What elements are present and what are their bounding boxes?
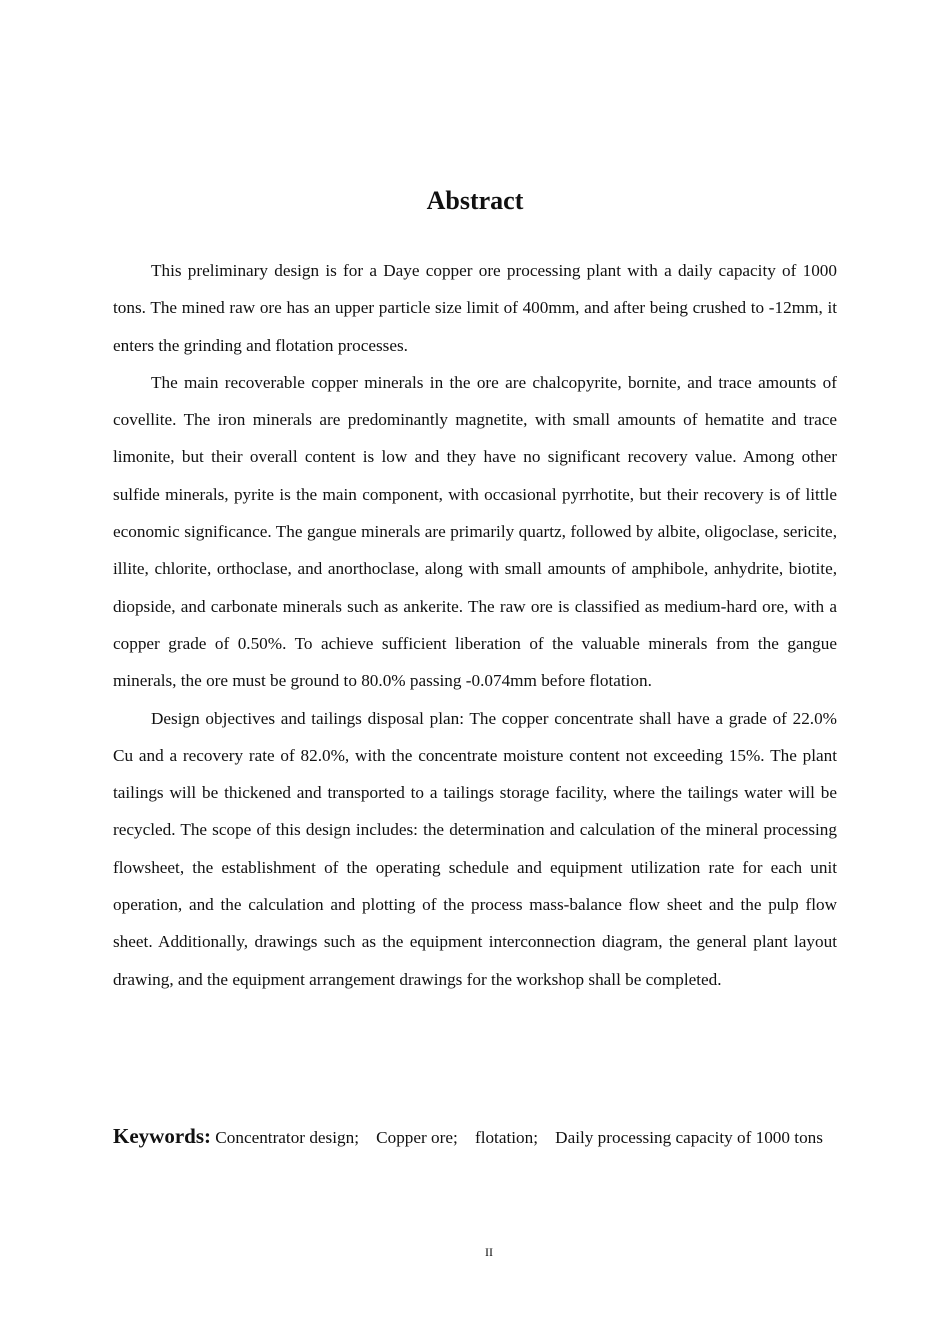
keyword-item: Concentrator design;: [215, 1128, 359, 1147]
keyword-item: flotation;: [474, 1128, 538, 1147]
keywords-section: [113, 1118, 837, 1156]
keyword-item: Daily processing capacity of 1000 tons: [555, 1128, 823, 1147]
abstract-paragraph-1: This preliminary design is for a Daye copper ore processing plant with a daily capacity of 1000 tons. The mined raw ore has an upper particle size limit of 400mm, and after being crushed to -12mm, it enters the grinding and flotation processes.: [113, 261, 837, 355]
abstract-body: [113, 252, 837, 998]
abstract-paragraph-2: The main recoverable copper minerals in the ore are chalcopyrite, bornite, and trace amounts of covellite. The iron minerals are predominantly magnetite, with small amounts of hematite and trace limonite, but their overall content is low and they have no significant recovery value. Among other sulfide minerals, pyrite is the main component, with occasional pyrrhotite, but their recovery is of little economic significance. The gangue minerals are primarily quartz, followed by albite, oligoclase, sericite, illite, chlorite, orthoclase, and anorthoclase, along with small amounts of amphibole, anhydrite, biotite, diopside, and carbonate minerals such as ankerite. The raw ore is classified as medium-hard ore, with a copper grade of 0.50%. To achieve sufficient liberation of the valuable minerals from the gangue minerals, the ore must be ground to 80.0% passing -0.074mm before flotation.: [113, 372, 837, 691]
abstract-paragraph-3: Design objectives and tailings disposal plan: The copper concentrate shall have a grade of 22.0% Cu and a recovery rate of 82.0%, with the concentrate moisture content not exceeding 15%. The plant tailings will be thickened and transported to a tailings storage facility, where the tailings water will be recycled. The scope of this design includes: the determination and calculation of the mineral processing flowsheet, the establishment of the operating schedule and equipment utilization rate for each unit operation, and the calculation and plotting of the process mass-balance flow sheet and the pulp flow sheet. Additionally, drawings such as the equipment interconnection diagram, the general plant layout drawing, and the equipment arrangement drawings for the workshop shall be completed.: [113, 708, 837, 989]
page-number: II: [485, 1245, 493, 1259]
keywords-label: Keywords:: [113, 1124, 211, 1148]
keyword-item: Copper ore;: [376, 1128, 458, 1147]
page-title: Abstract: [426, 186, 524, 216]
